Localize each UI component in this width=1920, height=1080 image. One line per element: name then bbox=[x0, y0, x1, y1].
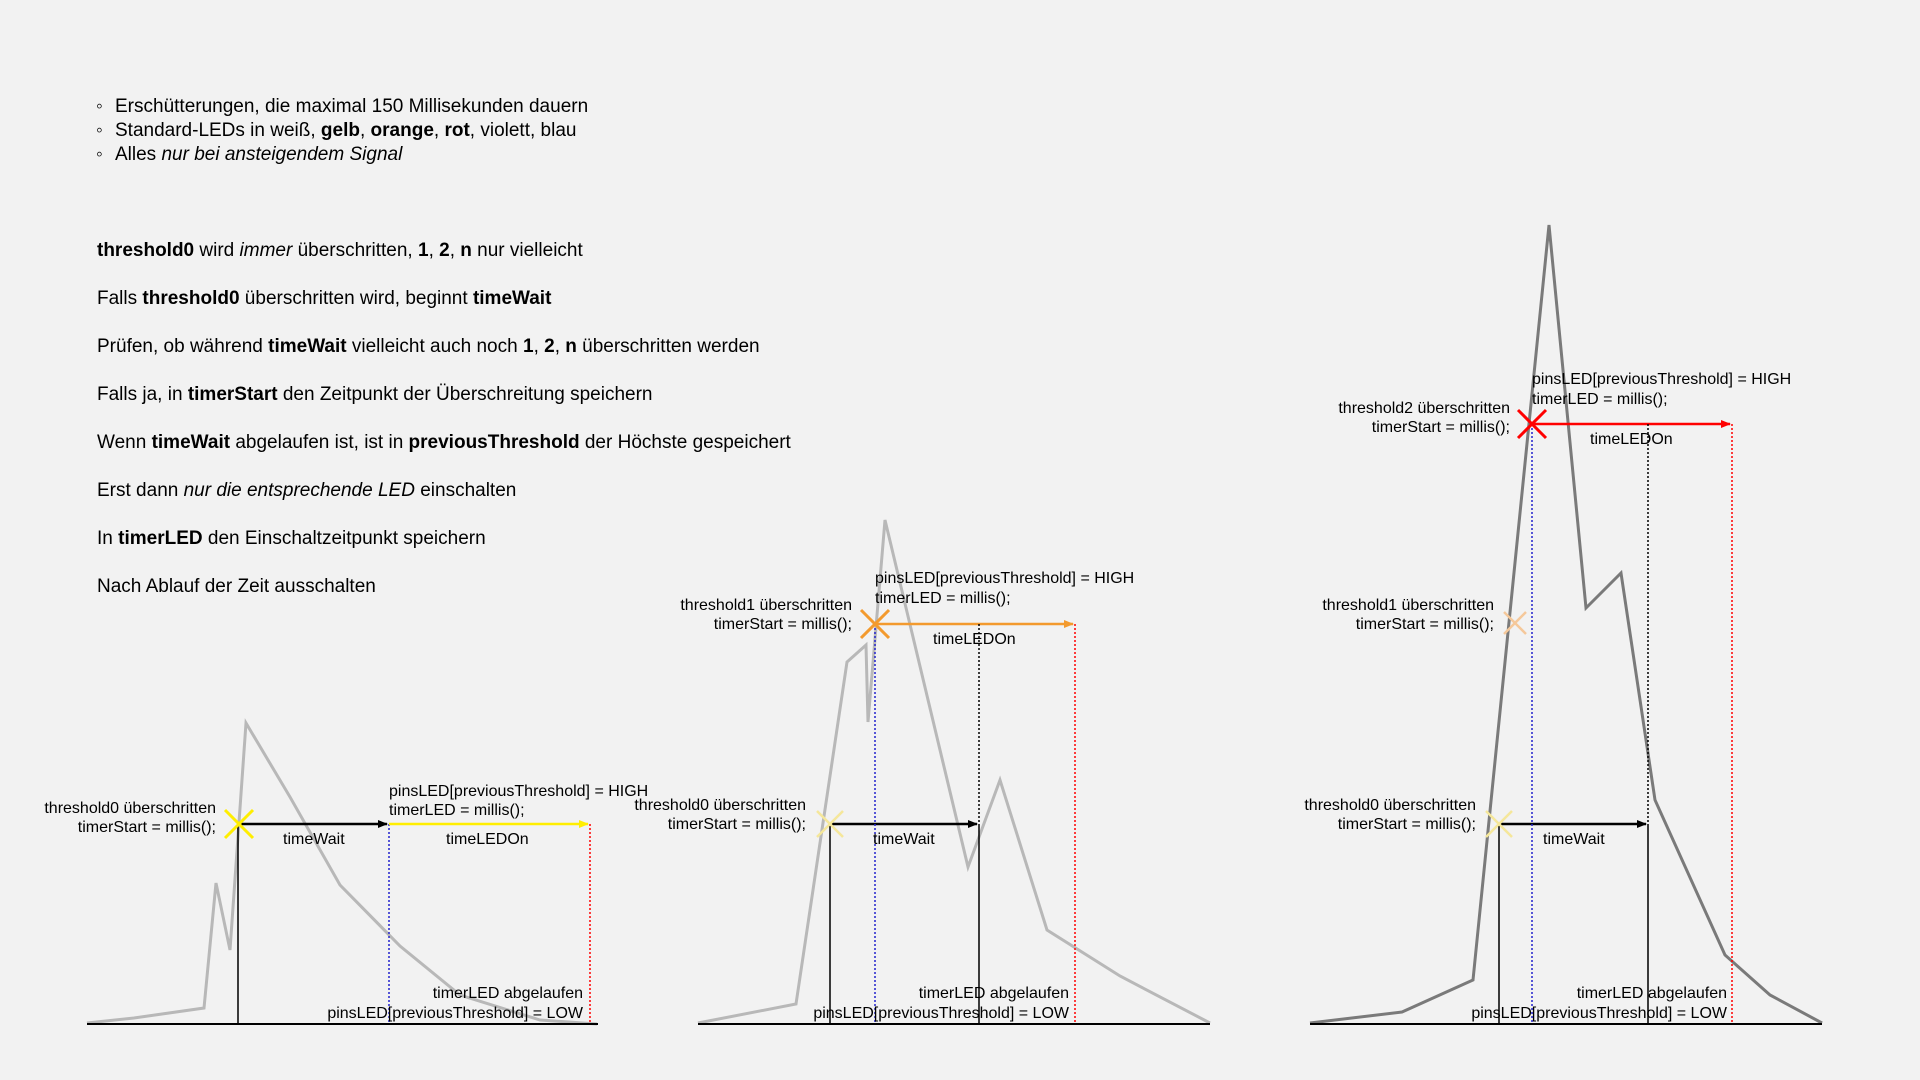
timeledon-label: timeLEDOn bbox=[446, 831, 529, 848]
timeledon-label: timeLEDOn bbox=[1590, 431, 1673, 448]
timerstart-label: timerStart = millis(); bbox=[667, 816, 806, 833]
threshold1-cross-marker bbox=[1504, 612, 1526, 634]
timewait-label: timeWait bbox=[1543, 831, 1605, 848]
threshold-label: threshold1 überschritten bbox=[680, 597, 852, 614]
diagram-threshold2 bbox=[1304, 225, 1822, 1024]
threshold-label: threshold1 überschritten bbox=[1322, 597, 1494, 614]
step-item: Falls ja, in timerStart den Zeitpunkt der Überschreitung speichern bbox=[97, 384, 653, 405]
timerled-label: timerLED = millis(); bbox=[389, 802, 525, 819]
pins-high-label: pinsLED[previousThreshold] = HIGH bbox=[389, 783, 649, 800]
bullet-item: ◦ Erschütterungen, die maximal 150 Millisekunden dauern bbox=[96, 95, 588, 119]
pins-low-label: pinsLED[previousThreshold] = LOW bbox=[813, 1005, 1069, 1022]
timer-expired-label: timerLED abgelaufen bbox=[918, 985, 1069, 1002]
timewait-label: timeWait bbox=[283, 831, 345, 848]
diagram-threshold0 bbox=[44, 723, 648, 1024]
step-item: Erst dann nur die entsprechende LED einschalten bbox=[97, 480, 517, 501]
bullet-item: ◦ Alles nur bei ansteigendem Signal bbox=[96, 143, 588, 167]
timerstart-label: timerStart = millis(); bbox=[1355, 616, 1494, 633]
timewait-label: timeWait bbox=[873, 831, 935, 848]
threshold-label: threshold0 überschritten bbox=[634, 797, 806, 814]
timer-expired-label: timerLED abgelaufen bbox=[432, 985, 583, 1002]
pins-high-label: pinsLED[previousThreshold] = HIGH bbox=[1532, 371, 1792, 388]
signal-curve bbox=[87, 723, 597, 1024]
timerstart-label: timerStart = millis(); bbox=[713, 616, 852, 633]
step-item: In timerLED den Einschaltzeitpunkt speichern bbox=[97, 528, 486, 549]
bullet-item: ◦ Standard-LEDs in weiß, gelb, orange, rot, violett, blau bbox=[96, 119, 588, 143]
step-item: Falls threshold0 überschritten wird, beginnt timeWait bbox=[97, 288, 552, 309]
diagram-threshold1 bbox=[634, 520, 1210, 1024]
step-item: Prüfen, ob während timeWait vielleicht auch noch 1, 2, n überschritten werden bbox=[97, 336, 760, 357]
threshold-label: threshold0 überschritten bbox=[1304, 797, 1476, 814]
timerstart-label: timerStart = millis(); bbox=[77, 819, 216, 836]
step-item: Wenn timeWait abgelaufen ist, ist in previousThreshold der Höchste gespeichert bbox=[97, 432, 791, 453]
pins-high-label: pinsLED[previousThreshold] = HIGH bbox=[875, 570, 1135, 587]
threshold-label: threshold0 überschritten bbox=[44, 800, 216, 817]
pins-low-label: pinsLED[previousThreshold] = LOW bbox=[327, 1005, 583, 1022]
threshold-label: threshold2 überschritten bbox=[1338, 400, 1510, 417]
step-item: Nach Ablauf der Zeit ausschalten bbox=[97, 576, 376, 597]
timerled-label: timerLED = millis(); bbox=[875, 590, 1011, 607]
timer-expired-label: timerLED abgelaufen bbox=[1576, 985, 1727, 1002]
timerled-label: timerLED = millis(); bbox=[1532, 391, 1668, 408]
step-item: threshold0 wird immer überschritten, 1, 2, n nur vielleicht bbox=[97, 240, 583, 261]
timeledon-label: timeLEDOn bbox=[933, 631, 1016, 648]
timerstart-label: timerStart = millis(); bbox=[1371, 419, 1510, 436]
timerstart-label: timerStart = millis(); bbox=[1337, 816, 1476, 833]
pins-low-label: pinsLED[previousThreshold] = LOW bbox=[1471, 1005, 1727, 1022]
